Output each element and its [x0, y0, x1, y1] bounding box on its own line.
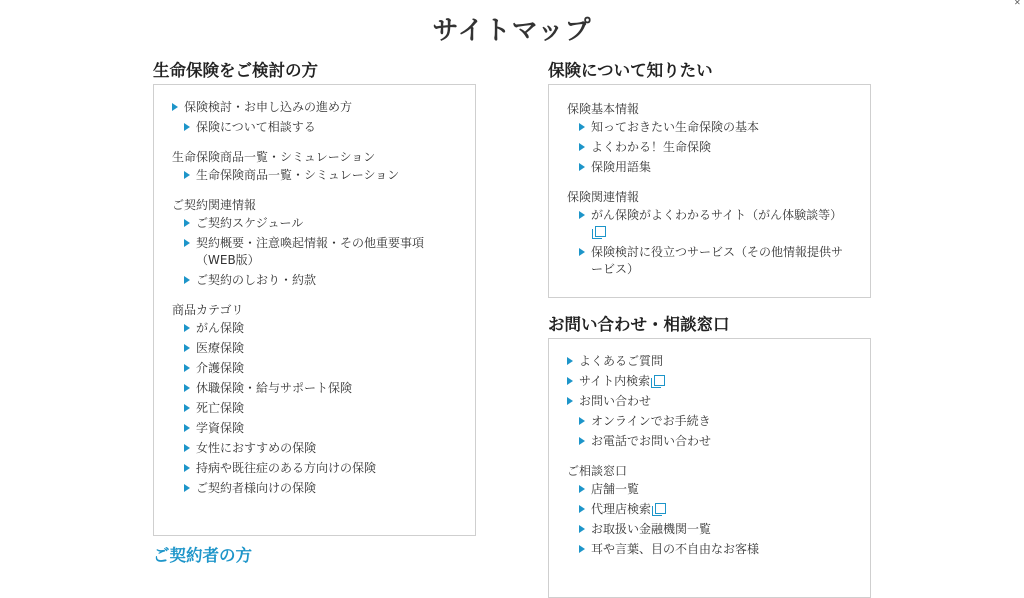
arrow-right-icon [567, 377, 573, 385]
sitemap-link[interactable] [184, 460, 457, 477]
arrow-right-icon [184, 239, 190, 247]
link-label: 生命保険商品一覧・シミュレーション [196, 168, 400, 182]
link-group [172, 99, 457, 136]
external-window-icon [655, 503, 666, 514]
sitemap-link[interactable] [184, 320, 457, 337]
sitemap-link[interactable] [567, 373, 852, 390]
arrow-right-icon [184, 123, 190, 131]
link-label: 保険検討に役立つサービス（その他情報提供サービス） [591, 245, 844, 276]
sitemap-link[interactable] [579, 521, 852, 538]
link-group [567, 187, 852, 278]
group-heading: ご相談窓口 [567, 464, 628, 478]
group-heading: 保険基本情報 [567, 102, 640, 116]
link-label: がん保険 [196, 321, 245, 335]
group-heading: 生命保険商品一覧・シミュレーション [172, 150, 376, 164]
link-label: 契約概要・注意喚起情報・その他重要事項（WEB版） [196, 236, 425, 267]
arrow-right-icon [579, 545, 585, 553]
sitemap-link[interactable] [184, 340, 457, 357]
arrow-right-icon [579, 437, 585, 445]
link-label: ご契約スケジュール [196, 216, 304, 230]
link-group [567, 353, 852, 450]
link-label: よくわかる！生命保険 [591, 140, 712, 154]
sitemap-link[interactable] [579, 501, 852, 518]
arrow-right-icon [184, 384, 190, 392]
link-label: 持病や既往症のある方向けの保険 [196, 461, 377, 475]
sitemap-link[interactable] [567, 393, 852, 410]
arrow-right-icon [579, 211, 585, 219]
group-heading: 保険関連情報 [567, 190, 640, 204]
link-label: 医療保険 [196, 341, 245, 355]
section-title-contractors: ご契約者の方 [153, 546, 252, 565]
link-label: お問い合わせ [579, 394, 652, 408]
sitemap-link[interactable] [579, 541, 852, 558]
link-group [172, 147, 457, 184]
arrow-right-icon [184, 444, 190, 452]
sitemap-box-learn [548, 84, 871, 298]
arrow-right-icon [579, 417, 585, 425]
sitemap-link[interactable] [579, 244, 852, 278]
link-group [172, 195, 457, 289]
sitemap-link[interactable] [184, 440, 457, 457]
link-label: 代理店検索 [591, 502, 652, 516]
sitemap-link[interactable] [184, 380, 457, 397]
sitemap-link[interactable] [579, 433, 852, 450]
link-label: ご契約のしおり・約款 [196, 273, 317, 287]
sitemap-link[interactable] [567, 353, 852, 370]
arrow-right-icon [184, 464, 190, 472]
arrow-right-icon [184, 219, 190, 227]
link-label: 店舗一覧 [591, 482, 640, 496]
link-label: ご契約者様向けの保険 [196, 481, 317, 495]
link-label: 耳や言葉、目の不自由なお客様 [591, 542, 760, 556]
link-label: 保険について相談する [196, 120, 316, 134]
arrow-right-icon [567, 397, 573, 405]
sitemap-link[interactable] [184, 400, 457, 417]
arrow-right-icon [579, 525, 585, 533]
sitemap-box-contact [548, 338, 871, 598]
link-group [567, 99, 852, 176]
right-column [548, 60, 871, 598]
sitemap-link[interactable] [579, 413, 852, 430]
sitemap-link[interactable] [172, 99, 457, 116]
link-label: がん保険がよくわかるサイト（がん体験談等） [591, 208, 843, 222]
external-window-icon [595, 226, 606, 237]
arrow-right-icon [184, 404, 190, 412]
link-label: 死亡保険 [196, 401, 245, 415]
link-label: 保険用語集 [591, 160, 652, 174]
arrow-right-icon [184, 171, 190, 179]
link-label: 介護保険 [196, 361, 245, 375]
sitemap-link[interactable] [184, 167, 457, 184]
arrow-right-icon [579, 248, 585, 256]
arrow-right-icon [184, 324, 190, 332]
group-heading: ご契約関連情報 [172, 198, 257, 212]
link-label: 知っておきたい生命保険の基本 [591, 120, 760, 134]
sitemap-link[interactable] [184, 235, 457, 269]
sitemap-link[interactable] [579, 139, 852, 156]
arrow-right-icon [567, 357, 573, 365]
link-label: 学資保険 [196, 421, 245, 435]
sitemap-link[interactable] [184, 119, 457, 136]
arrow-right-icon [184, 484, 190, 492]
sitemap-link[interactable] [579, 119, 852, 136]
arrow-right-icon [184, 424, 190, 432]
link-label: お電話でお問い合わせ [591, 434, 712, 448]
group-heading: 商品カテゴリ [172, 303, 244, 317]
link-label: 保険検討・お申し込みの進め方 [184, 100, 353, 114]
sitemap-link[interactable] [579, 159, 852, 176]
sitemap-link[interactable] [184, 215, 457, 232]
arrow-right-icon [579, 123, 585, 131]
arrow-right-icon [579, 485, 585, 493]
arrow-right-icon [579, 163, 585, 171]
sitemap-box-consider [153, 84, 476, 536]
link-group [172, 300, 457, 497]
section-title-consider: 生命保険をご検討の方 [153, 61, 318, 80]
sitemap-link[interactable] [184, 272, 457, 289]
link-group [567, 461, 852, 558]
section-title-learn: 保険について知りたい [548, 61, 713, 80]
section-title-contact: お問い合わせ・相談窓口 [548, 315, 730, 334]
link-label: サイト内検索 [579, 374, 651, 388]
external-window-icon [654, 375, 665, 386]
arrow-right-icon [579, 505, 585, 513]
link-label: 休職保険・給与サポート保険 [196, 381, 353, 395]
sitemap-link[interactable] [184, 420, 457, 437]
arrow-right-icon [184, 276, 190, 284]
arrow-right-icon [184, 364, 190, 372]
link-label: オンラインでお手続き [591, 414, 711, 428]
link-label: 女性におすすめの保険 [196, 441, 317, 455]
page-title: サイトマップ [432, 16, 592, 46]
left-column [153, 60, 476, 536]
sitemap-link[interactable] [579, 481, 852, 498]
link-label: お取扱い金融機関一覧 [591, 522, 712, 536]
sitemap-link[interactable] [184, 360, 457, 377]
arrow-right-icon [184, 344, 190, 352]
arrow-right-icon [172, 103, 178, 111]
sitemap-link[interactable] [184, 480, 457, 497]
arrow-right-icon [579, 143, 585, 151]
close-icon[interactable]: ✕ [1014, 0, 1021, 7]
sitemap-link[interactable] [579, 207, 852, 241]
link-label: よくあるご質問 [579, 354, 664, 368]
